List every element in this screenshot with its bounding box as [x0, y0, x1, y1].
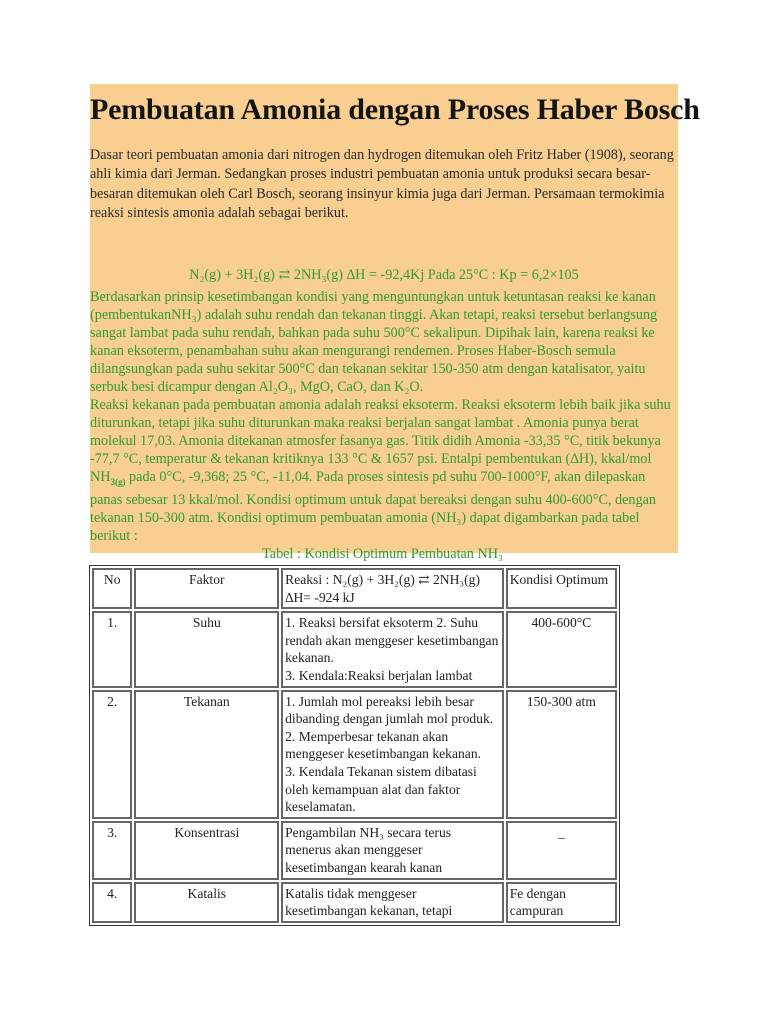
explanation-block	[90, 288, 675, 563]
optimum-conditions-table	[89, 565, 620, 926]
cell-reaksi: Pengambilan NH₃ secara terus menerus akan menggeser kesetimbangan kearah kanan	[281, 821, 504, 880]
table-caption: Tabel : Kondisi Optimum Pembuatan NH₃	[262, 545, 503, 562]
intro-paragraph: Dasar teori pembuatan amonia dari nitrogen dan hydrogen ditemukan oleh Fritz Haber (1908), seorang ahli kimia dari Jerman. Sedangkan proses industri pembuatan amonia untuk produksi secara besar-besaran ditemukan oleh Carl Bosch, seorang insinyur kimia juga dari Jerman. Persamaan termokimia reaksi sintesis amonia adalah sebagai berikut.	[90, 147, 674, 222]
header-reaksi: Reaksi : N₂(g) + 3H₂(g) ⇄ 2NH₃(g) ∆H= -924 kJ	[281, 568, 504, 609]
header-no: No	[92, 568, 132, 609]
cell-faktor: Katalis	[134, 882, 279, 923]
cell-no: 1.	[92, 611, 132, 687]
cell-no: 2.	[92, 690, 132, 819]
cell-reaksi-text: 1. Jumlah mol pereaksi lebih besar dibanding dengan jumlah mol produk. 2. Memperbesar tekanan akan menggeser kesetimbangan kekanan.	[285, 693, 494, 762]
cell-reaksi-constraint: 3. Kendala Tekanan sistem dibatasi oleh kemampuan alat dan faktor keselamatan.	[285, 763, 477, 815]
article-banner	[90, 84, 700, 562]
cell-reaksi	[281, 611, 504, 687]
cell-reaksi	[281, 690, 504, 819]
page-title: Pembuatan Amonia dengan Proses Haber Bosch	[90, 93, 700, 126]
cell-kondisi: Fe dengan campuran	[506, 882, 617, 923]
paragraph-properties	[90, 397, 671, 544]
cell-no: 3.	[92, 821, 132, 880]
cell-faktor: Konsentrasi	[134, 821, 279, 880]
subscript-3g: 3(g)	[110, 476, 126, 487]
reaction-equation: N₂(g) + 3H₂(g) ⇄ 2NH₃(g) ∆H = -92,4Kj Pada 25°C : Kp = 6,2×105	[189, 267, 579, 283]
cell-faktor: Suhu	[134, 611, 279, 687]
cell-kondisi: _	[506, 821, 617, 880]
cell-faktor: Tekanan	[134, 690, 279, 819]
table-row	[92, 611, 617, 687]
cell-reaksi-constraint: 3. Kendala:Reaksi berjalan lambat	[285, 667, 473, 683]
cell-reaksi: Katalis tidak menggeser kesetimbangan kekanan, tetapi	[281, 882, 504, 923]
table-row	[92, 690, 617, 819]
paragraph-conditions: Berdasarkan prinsip kesetimbangan kondisi yang menguntungkan untuk ketuntasan reaksi ke kanan (pembentukanNH₃) adalah suhu rendah dan tekanan tinggi. Akan tetapi, reaksi tersebut berlangsung sangat lambat pada suhu rendah, bahkan pada suhu 500°C sekalipun. Dipihak lain, karena reaksi ke kanan eksoterm, penambahan suhu akan mengurangi rendemen. Proses Haber-Bosch semula dilangsungkan pada suhu sekitar 500°C dan tekanan sekitar 150-350 atm dengan katalisator, yaitu serbuk besi dicampur dengan Al₂O₃, MgO, CaO, dan K₂O.	[90, 289, 658, 395]
table-row	[92, 882, 617, 923]
paragraph-properties-text-1: Reaksi kekanan pada pembuatan amonia adalah reaksi eksoterm. Reaksi eksoterm lebih baik jika suhu diturunkan, tetapi jika suhu diturunkan maka reaksi berjalan sangat lambat . Amonia punya berat molekul 17,03. Amonia ditekanan atmosfer fasanya gas. Titik didih Amonia -33,35 °C, titik bekunya -77,7 °C, temperatur & tekanan kritiknya 133 °C & 1657 psi. Entalpi pembentukan (∆H), kkal/mol NH	[90, 397, 671, 485]
cell-no: 4.	[92, 882, 132, 923]
header-faktor: Faktor	[134, 568, 279, 609]
table-row	[92, 821, 617, 880]
cell-kondisi: 150-300 atm	[506, 690, 617, 819]
paragraph-properties-text-2: pada 0°C, -9,368; 25 °C, -11,04. Pada proses sintesis pd suhu 700-1000°F, akan dilepaskan panas sebesar 13 kkal/mol. Kondisi optimum untuk dapat bereaksi dengan suhu 400-600°C, dengan tekanan 150-300 atm. Kondisi optimum pembuatan amonia (NH₃) dapat digambarkan pada tabel berikut :	[90, 469, 656, 544]
table-header-row	[92, 568, 617, 609]
cell-kondisi: 400-600°C	[506, 611, 617, 687]
cell-reaksi-text: 1. Reaksi bersifat eksoterm 2. Suhu rendah akan menggeser kesetimbangan kekanan.	[285, 615, 499, 666]
header-kondisi: Kondisi Optimum	[506, 568, 617, 609]
